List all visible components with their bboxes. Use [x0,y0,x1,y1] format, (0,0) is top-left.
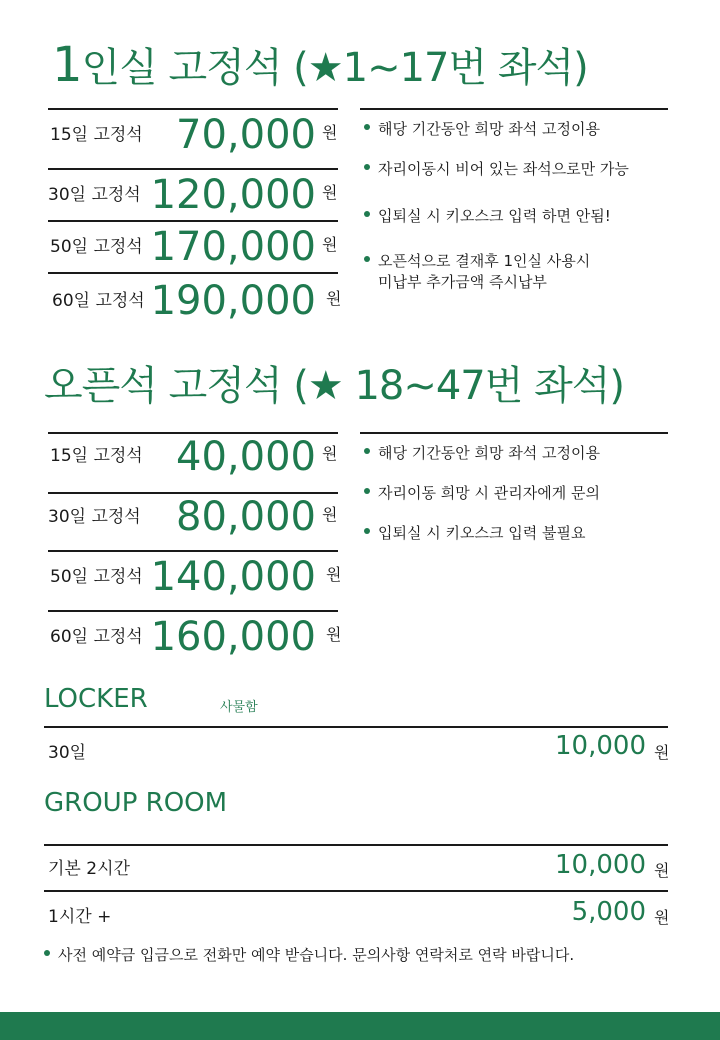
section1-row-unit: 원 [322,183,338,202]
group-room-row-unit: 원 [654,861,670,880]
section2-row-label: 15일 고정석 [50,446,143,466]
bullet-dot [364,124,370,130]
section2-note: 자리이동 희망 시 관리자에게 문의 [378,484,600,502]
section1-note: 입퇴실 시 키오스크 입력 하면 안됨! [378,207,611,225]
section1-rule [48,220,338,222]
footer-bar [0,1012,720,1040]
locker-row-price: 10,000 [555,731,646,761]
bullet-dot [364,488,370,494]
section2-note: 해당 기간동안 희망 좌석 고정이용 [378,444,600,462]
section1-title-number: 1 [52,37,82,93]
section2-title: 오픈석 고정석 (★ 18~47번 좌석) [44,363,625,409]
section2-row-label: 60일 고정석 [50,627,143,647]
bullet-dot [44,950,50,956]
section2-row-price: 160,000 [150,614,316,660]
section1-rule [48,272,338,274]
section1-row-unit: 원 [322,235,338,254]
group-room-row-label: 1시간 + [48,907,112,927]
locker-subtitle: 사물함 [220,700,258,715]
section1-title [52,36,588,93]
section1-row-label: 30일 고정석 [48,185,141,205]
bullet-dot [364,448,370,454]
section1-row-label: 15일 고정석 [50,125,143,145]
section2-row-label: 50일 고정석 [50,567,143,587]
section1-note: 자리이동시 비어 있는 좌석으로만 가능 [378,160,629,178]
section1-row-label: 50일 고정석 [50,237,143,257]
group-room-row-price: 5,000 [571,897,646,927]
section2-row-price: 40,000 [176,434,316,480]
bullet-dot [364,256,370,262]
bullet-dot [364,211,370,217]
section2-notes-rule [360,432,668,434]
section1-row-unit: 원 [326,289,342,308]
locker-title: LOCKER [44,684,148,714]
section1-note: 해당 기간동안 희망 좌석 고정이용 [378,120,600,138]
bullet-dot [364,528,370,534]
section2-row-label: 30일 고정석 [48,507,141,527]
section2-row-unit: 원 [322,444,338,463]
section2-note: 입퇴실 시 키오스크 입력 불필요 [378,524,586,542]
group-room-rule [44,890,668,892]
section2-row-unit: 원 [326,625,342,644]
section2-row-price: 140,000 [150,554,316,600]
section1-rule-top [48,108,338,110]
section1-note-continued: 미납부 추가금액 즉시납부 [378,273,547,291]
section1-row-price: 120,000 [150,172,316,218]
section2-row-price: 80,000 [176,494,316,540]
section1-row-unit: 원 [322,123,338,142]
section1-row-price: 70,000 [176,112,316,158]
locker-row-unit: 원 [654,743,670,762]
group-room-title: GROUP ROOM [44,788,228,818]
section2-rule [48,550,338,552]
section1-rule [48,168,338,170]
section1-notes-rule [360,108,668,110]
section1-title-text: 인실 고정석 (★1~17번 좌석) [81,45,588,91]
section2-row-unit: 원 [322,505,338,524]
section1-row-label: 60일 고정석 [52,291,145,311]
section2-rule [48,610,338,612]
group-room-row-unit: 원 [654,908,670,927]
group-room-row-price: 10,000 [555,850,646,880]
locker-row-label: 30일 [48,743,87,763]
bullet-dot [364,164,370,170]
footer-note: 사전 예약금 입금으로 전화만 예약 받습니다. 문의사항 연락처로 연락 바랍니다. [58,946,575,964]
group-room-row-label: 기본 2시간 [48,859,130,879]
group-room-rule [44,844,668,846]
section1-row-price: 190,000 [150,278,316,324]
locker-rule [44,726,668,728]
section1-row-price: 170,000 [150,224,316,270]
section2-row-unit: 원 [326,565,342,584]
section1-note: 오픈석으로 결재후 1인실 사용시 [378,252,591,270]
